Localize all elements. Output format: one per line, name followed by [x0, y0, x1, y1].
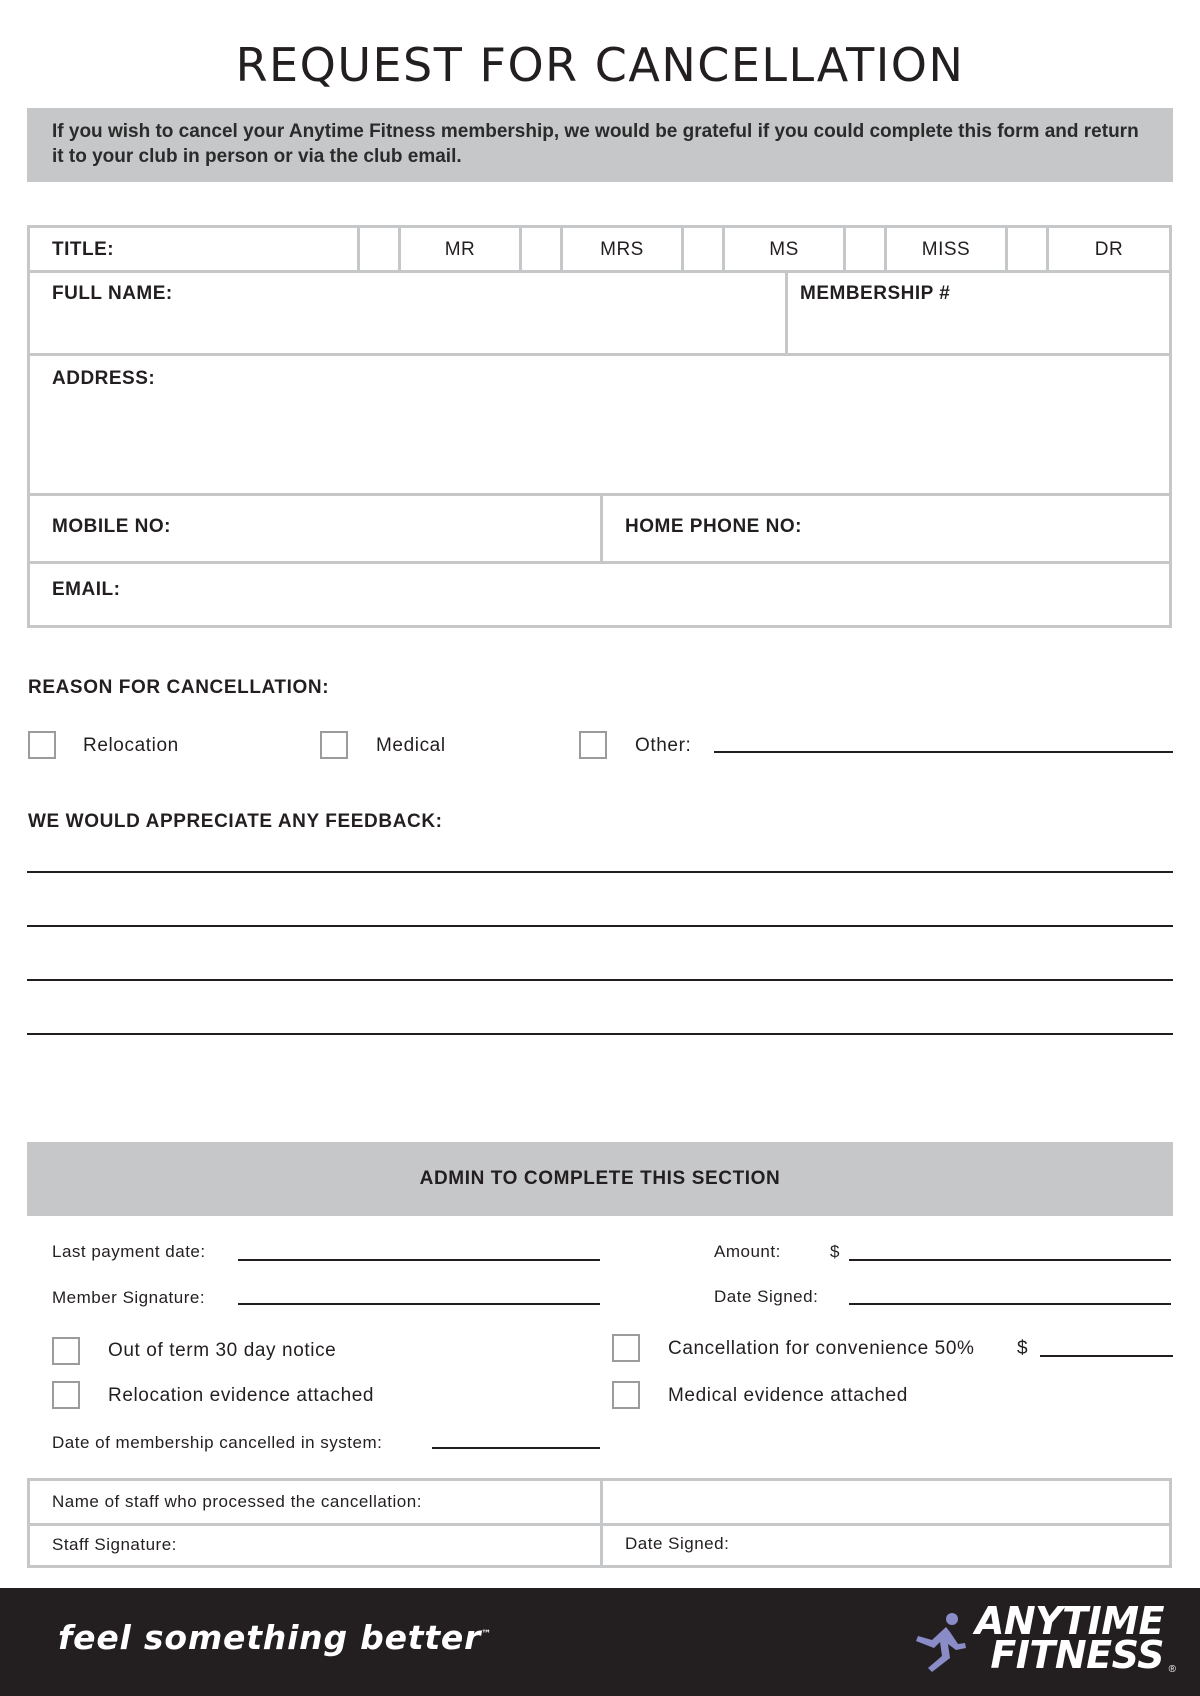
running-man-logo-icon: [912, 1610, 970, 1674]
title-option-miss: MISS: [921, 239, 971, 260]
staff-date-signed-label: Date Signed:: [625, 1534, 730, 1553]
last-payment-input-line[interactable]: [238, 1259, 600, 1261]
date-signed-label: Date Signed:: [714, 1287, 819, 1306]
other-label: Other:: [635, 735, 692, 756]
amount-input-line[interactable]: [849, 1259, 1171, 1261]
footer-bar: [0, 1588, 1200, 1696]
title-checkbox-mr[interactable]: [360, 228, 398, 270]
relocation-evidence-label: Relocation evidence attached: [108, 1385, 375, 1406]
title-option-mrs: MRS: [600, 239, 644, 260]
title-option-ms: MS: [769, 239, 799, 260]
relocation-label: Relocation: [83, 735, 179, 756]
staff-name-field[interactable]: [603, 1481, 1169, 1523]
title-checkbox-dr[interactable]: [1008, 228, 1046, 270]
feedback-heading: WE WOULD APPRECIATE ANY FEEDBACK:: [28, 811, 443, 832]
reason-heading: REASON FOR CANCELLATION:: [28, 677, 330, 698]
medical-label: Medical: [376, 735, 446, 756]
mobile-field[interactable]: [30, 496, 600, 561]
member-signature-input-line[interactable]: [238, 1303, 600, 1305]
staff-name-label: Name of staff who processed the cancellation:: [52, 1492, 422, 1511]
address-field[interactable]: [30, 356, 1169, 493]
home-phone-label: HOME PHONE NO:: [625, 516, 802, 537]
mobile-label: MOBILE NO:: [52, 516, 171, 537]
registered-mark: ®: [1168, 1664, 1176, 1675]
intro-text: If you wish to cancel your Anytime Fitness membership, we would be grateful if you could complete this form and return it to your club in person or via the club email.: [27, 108, 1173, 182]
title-checkbox-mrs[interactable]: [522, 228, 560, 270]
email-field[interactable]: [30, 564, 1169, 625]
logo-line-fitness: FITNESS: [990, 1633, 1164, 1677]
medical-evidence-checkbox[interactable]: [612, 1381, 640, 1409]
convenience-checkbox[interactable]: [612, 1334, 640, 1362]
title-checkbox-ms[interactable]: [684, 228, 722, 270]
full-name-field[interactable]: [30, 273, 785, 353]
full-name-label: FULL NAME:: [52, 283, 173, 304]
staff-signature-label: Staff Signature:: [52, 1535, 177, 1554]
logo-line-anytime: ANYTIME: [974, 1599, 1164, 1643]
other-checkbox[interactable]: [579, 731, 607, 759]
page-title: REQUEST FOR CANCELLATION: [235, 38, 965, 92]
email-label: EMAIL:: [52, 579, 121, 600]
tagline-text: feel something better: [58, 1618, 482, 1657]
convenience-label: Cancellation for convenience 50%: [668, 1338, 975, 1359]
admin-section-heading: ADMIN TO COMPLETE THIS SECTION: [27, 1142, 1173, 1216]
last-payment-label: Last payment date:: [52, 1242, 206, 1261]
staff-date-signed-field[interactable]: [603, 1526, 1169, 1565]
tagline: [58, 1618, 492, 1657]
date-signed-input-line[interactable]: [849, 1303, 1171, 1305]
trademark-mark: ™: [481, 1629, 493, 1640]
membership-label: MEMBERSHIP #: [800, 283, 951, 304]
address-label: ADDRESS:: [52, 368, 156, 389]
staff-signature-field[interactable]: [30, 1526, 600, 1565]
home-phone-field[interactable]: [603, 496, 1169, 561]
medical-checkbox[interactable]: [320, 731, 348, 759]
staff-details-table: [27, 1478, 1172, 1568]
other-reason-input-line[interactable]: [714, 751, 1173, 753]
out-of-term-label: Out of term 30 day notice: [108, 1340, 337, 1361]
date-cancelled-label: Date of membership cancelled in system:: [52, 1433, 383, 1452]
title-option-mr: MR: [444, 239, 476, 260]
relocation-evidence-checkbox[interactable]: [52, 1381, 80, 1409]
member-details-form: [27, 225, 1172, 628]
title-label: TITLE:: [52, 239, 115, 260]
convenience-amount-input-line[interactable]: [1040, 1355, 1173, 1357]
out-of-term-checkbox[interactable]: [52, 1337, 80, 1365]
feedback-line-3[interactable]: [27, 979, 1173, 981]
feedback-line-2[interactable]: [27, 925, 1173, 927]
date-cancelled-input-line[interactable]: [432, 1447, 600, 1449]
convenience-currency: $: [1017, 1338, 1029, 1359]
amount-label: Amount:: [714, 1242, 781, 1261]
member-signature-label: Member Signature:: [52, 1288, 206, 1307]
relocation-checkbox[interactable]: [28, 731, 56, 759]
title-option-dr: DR: [1094, 239, 1124, 260]
title-checkbox-miss[interactable]: [846, 228, 884, 270]
amount-currency: $: [830, 1242, 840, 1261]
feedback-line-4[interactable]: [27, 1033, 1173, 1035]
medical-evidence-label: Medical evidence attached: [668, 1385, 908, 1406]
membership-number-field[interactable]: [788, 273, 1169, 353]
feedback-line-1[interactable]: [27, 871, 1173, 873]
